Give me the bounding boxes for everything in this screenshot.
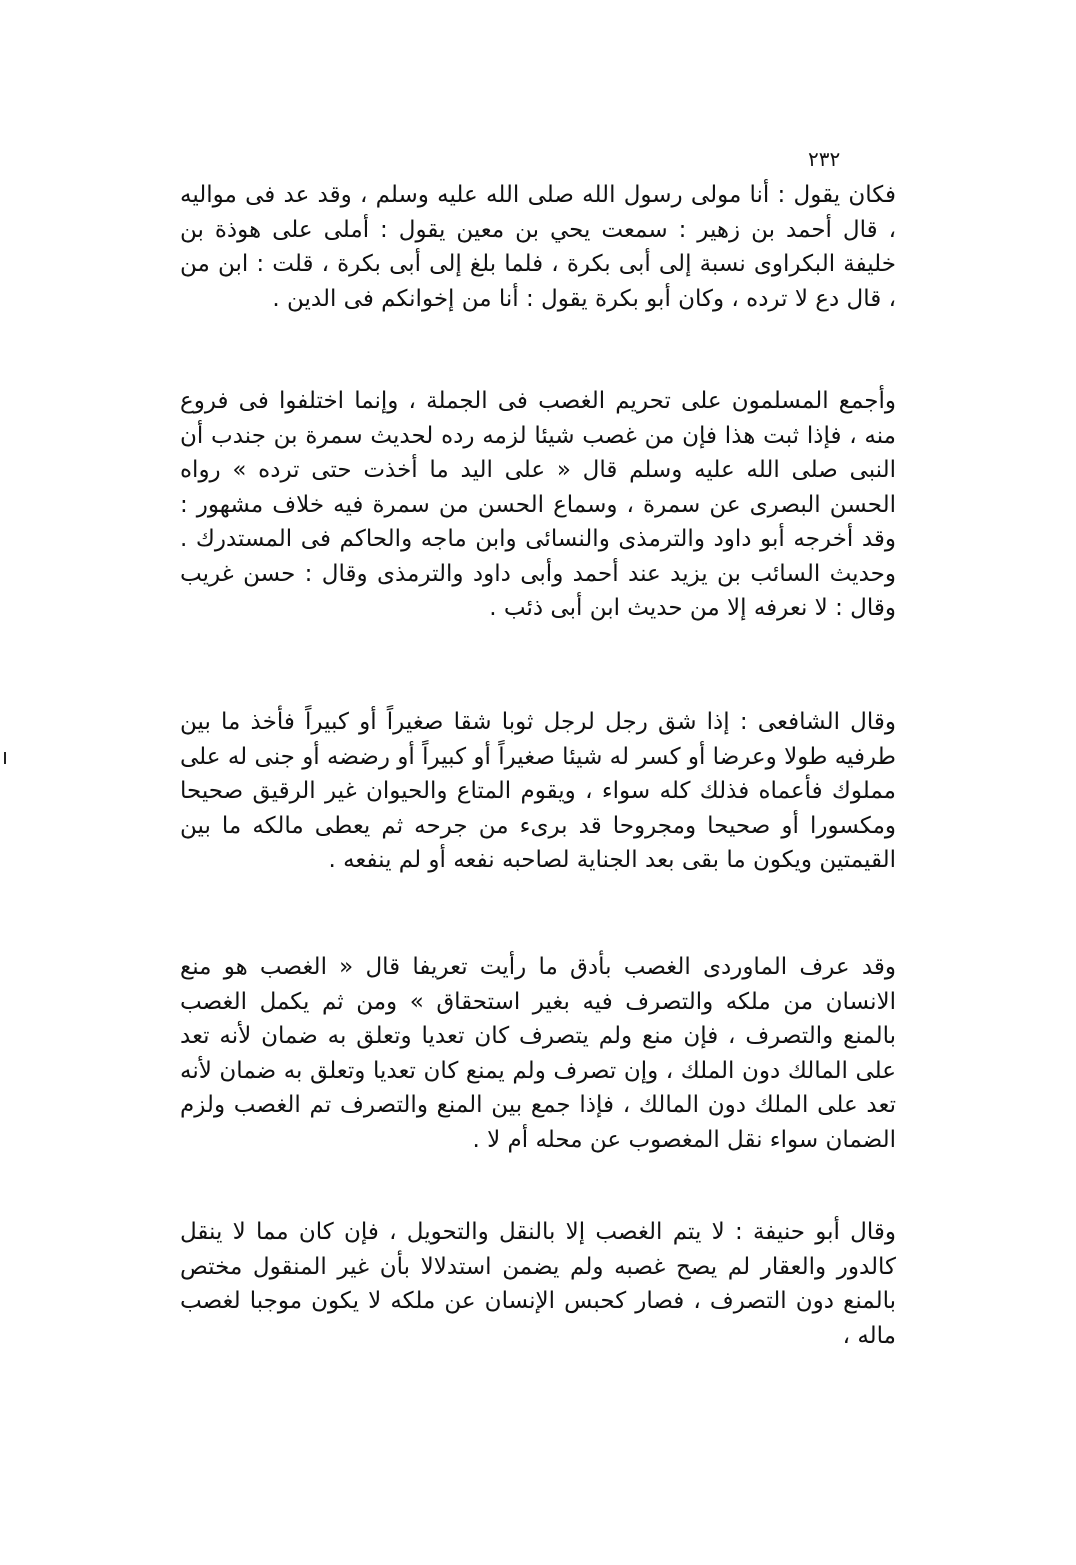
paragraph-2: وأجمع المسلمون على تحريم الغصب فى الجملة ، وإنما اختلفوا فى فروع منه ، فإذا ثبت هذا فإن من غصب شيئا لزمه رده لحديث سمرة بن جندب أن النبى صلى الله عليه وسلم قال « على اليد ما أخذت حتى ترده » رواه الحسن البصرى عن سمرة ، وسماع الحسن من سمرة فيه خلاف مشهور : وقد أخرجه أبو داود والترمذى والنسائى وابن ماجه والحاكم فى المستدرك . وحديث السائب بن يزيد عند أحمد وأبى داود والترمذى وقال : حسن غريب وقال : لا نعرفه إلا من حديث ابن أبى ذئب . bbox=[180, 388, 896, 621]
paragraph-4: وقد عرف الماوردى الغصب بأدق ما رأيت تعريفا قال « الغصب هو منع الانسان من ملكه والتصرف فيه بغير استحقاق » ومن ثم يكمل الغصب بالمنع والتصرف ، فإن منع ولم يتصرف كان تعديا وتعلق به ضمان لأنه تعد على المالك دون الملك ، وإن تصرف ولم يمنع كان تعديا وتعلق به ضمان لأنه تعد على الملك دون المالك ، فإذا جمع بين المنع والتصرف تم الغصب ولزم الضمان سواء نقل المغصوب عن محله أم لا . bbox=[180, 954, 896, 1153]
paragraph-1: فكان يقول : أنا مولى رسول الله صلى الله عليه وسلم ، وقد عد فى مواليه ، قال أحمد بن زهير : سمعت يحي بن معين يقول : أملى على هوذة بن خليفة البكراوى نسبة إلى أبى بكرة ، فلما بلغ إلى أبى بكرة ، قلت : ابن من ، قال دع لا ترده ، وكان أبو بكرة يقول : أنا من إخوانكم فى الدين . bbox=[180, 182, 896, 312]
page-number: ٢٣٢ bbox=[808, 147, 841, 171]
scan-margin-mark bbox=[4, 752, 6, 764]
paragraph-5: وقال أبو حنيفة : لا يتم الغصب إلا بالنقل والتحويل ، فإن كان مما لا ينقل كالدور والعقار لم يصح غصبه ولم يضمن استدلالا بأن غير المنقول مختص بالمنع دون التصرف ، فصار كحبس الإنسان عن ملكه لا يكون موجبا لغصب ماله ، bbox=[180, 1219, 896, 1349]
paragraph-3: وقال الشافعى : إذا شق رجل لرجل ثوبا شقا صغيراً أو كبيراً فأخذ ما بين طرفيه طولا وعرضا أو كسر له شيئا صغيراً أو كبيراً أو رضضه أو جنى له على مملوك فأعماه فذلك كله سواء ، ويقوم المتاع والحيوان غير الرقيق صحيحا ومكسورا أو صحيحا ومجروحا قد برىء من جرحه ثم يعطى مالكه ما بين القيمتين ويكون ما بقى بعد الجناية لصاحبه نفعه أو لم ينفعه . bbox=[180, 709, 896, 873]
